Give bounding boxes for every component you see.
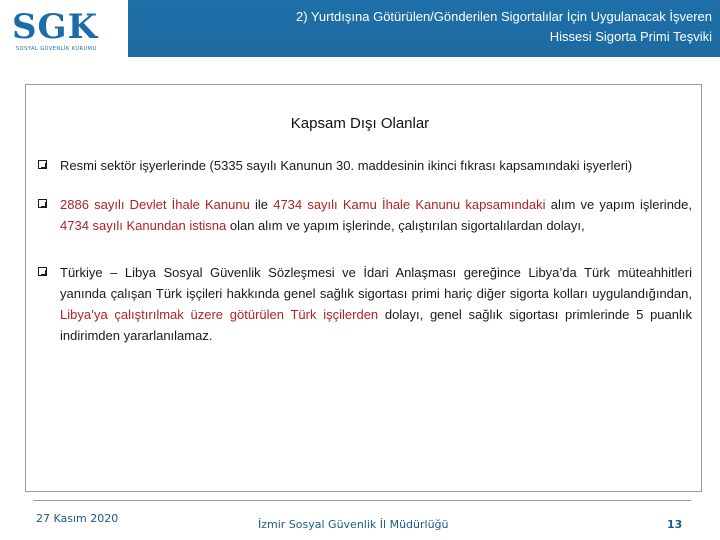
bullet-list [36,155,692,364]
sgk-logo [0,0,128,57]
bullet-text: Resmi sektör işyerlerinde (5335 sayılı Kanunun 30. maddesinin ikinci fıkrası kapsamındaki işyerleri) [60,158,633,173]
header-title-line1: 2) Yurtdışına Götürülen/Gönderilen Sigortalılar İçin Uygulanacak İşveren [296,9,712,24]
bullet-text: dolayı, genel sağlık sigortası primlerinde 5 puanlık indirimden yararlanılamaz. [60,307,692,343]
header-title-line2: Hissesi Sigorta Primi Teşviki [549,29,712,44]
highlight-text: Libya’ya çalıştırılmak üzere götürülen Türk işçilerden [60,307,379,322]
page-number: 13 [667,518,683,531]
bullet-text: alım ve yapım işlerinde, [545,197,692,212]
logo-text: SGK [12,7,99,47]
checkbox-bullet-icon [38,267,47,276]
header-bar [0,0,720,57]
list-item [36,194,692,236]
list-item [36,155,692,176]
header-title [152,7,712,47]
logo-subtext: SOSYAL GÜVENLİK KURUMU [16,46,97,52]
bullet-text: Türkiye – Libya Sosyal Güvenlik Sözleşmesi ve İdari Anlaşması gereğince Libya’da Türk müteahhitleri yanında çalışan Türk işçileri hakkında genel sağlık sigortası primi hariç diğer sigorta kolları uygulandığından, [60,265,692,301]
footer-date: 27 Kasım 2020 [36,512,119,525]
bullet-text: ile [249,197,274,212]
footer-divider [33,500,691,501]
slide-title: Kapsam Dışı Olanlar [290,115,430,132]
bullet-text: olan alım ve yapım işlerinde, çalıştırılan sigortalılardan dolayı, [226,218,585,233]
highlight-text: 2886 sayılı Devlet İhale Kanunu [60,197,250,212]
highlight-text: 4734 sayılı Kanundan istisna [60,218,227,233]
list-item [36,262,692,346]
checkbox-bullet-icon [38,160,47,169]
footer-organization: İzmir Sosyal Güvenlik İl Müdürlüğü [258,518,449,531]
highlight-text: 4734 sayılı Kamu İhale Kanunu kapsamındaki [273,197,546,212]
checkbox-bullet-icon [38,199,47,208]
